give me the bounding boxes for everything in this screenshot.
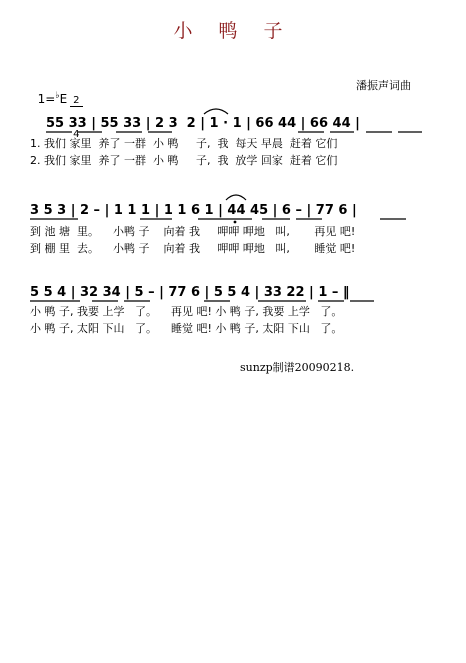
- lyric-line-2-verse-2: 到 棚 里 去。 小鸭 子 向着 我 呷呷 呷地 叫, 睡觉 吧!: [30, 242, 356, 255]
- flat-icon: ♭: [55, 91, 60, 101]
- time-bottom: 4: [73, 129, 80, 140]
- notation-row-1: 55 33 | 55 33 | 2 3 2 | 1 · 1 | 66 44 | 66 44 |: [46, 116, 360, 131]
- octave-dot: [234, 221, 237, 224]
- lyric-line-3-verse-1: 小 鸭 子, 我要 上学 了。 再见 吧! 小 鸭 子, 我要 上学 了。: [30, 305, 343, 318]
- lyric-line-3-verse-2: 小 鸭 子, 太阳 下山 了。 睡觉 吧! 小 鸭 子, 太阳 下山 了。: [30, 322, 343, 335]
- notation-row-2: 3 5 3 | 2 – | 1 1 1 | 1 1 6 1 | 44 45 | 6 – | 77 6 |: [30, 203, 357, 218]
- transcriber-credit: sunzp制谱20090218.: [240, 361, 355, 374]
- composer-credit: 潘振声词曲: [356, 79, 411, 92]
- key-letter: E: [59, 92, 68, 106]
- key-prefix: 1=: [37, 92, 56, 106]
- song-title: 小 鸭 子: [173, 20, 293, 42]
- lyric-line-2-verse-1: 到 池 塘 里。 小鸭 子 向着 我 呷呷 呷地 叫, 再见 吧!: [30, 225, 356, 238]
- time-top: 2: [70, 95, 83, 107]
- slur-mark: [204, 109, 228, 114]
- notation-row-3: 5 5 4 | 32 34 | 5 – | 77 6 | 5 5 4 | 33 22 | 1 – ‖: [30, 285, 350, 300]
- slur-mark: [226, 195, 246, 200]
- lyric-line-1-verse-2: 2. 我们 家里 养了 一群 小 鸭 子, 我 放学 回家 赶着 它们: [30, 154, 338, 167]
- lyric-line-1-verse-1: 1. 我们 家里 养了 一群 小 鸭 子, 我 每天 早晨 赶着 它们: [30, 137, 338, 150]
